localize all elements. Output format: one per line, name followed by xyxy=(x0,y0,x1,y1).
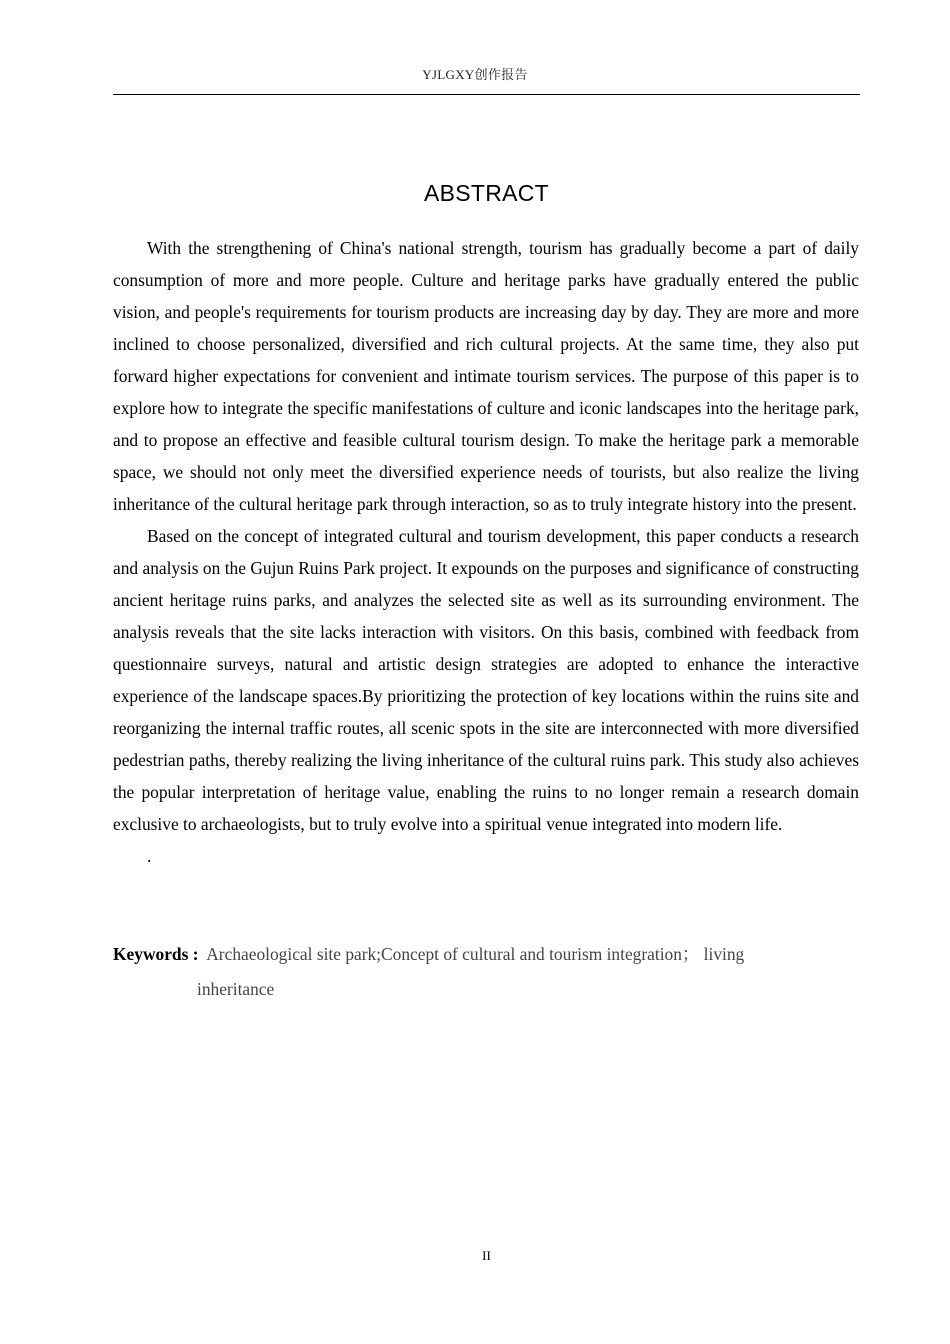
abstract-paragraph-1: With the strengthening of China's national strength, tourism has gradually become a part of daily consumption of more and more people. Culture and heritage parks have gradually entered the public vision, and people's requirements for tourism products are increasing day by day. They are more and more inclined to choose personalized, diversified and rich cultural projects. At the same time, they also put forward higher expectations for convenient and intimate tourism services. The purpose of this paper is to explore how to integrate the specific manifestations of culture and iconic landscapes into the heritage park, and to propose an effective and feasible cultural tourism design. To make the heritage park a memorable space, we should not only meet the diversified experience needs of tourists, but also realize the living inheritance of the cultural heritage park through interaction, so as to truly integrate history into the present. xyxy=(113,238,859,514)
trailing-period: . xyxy=(147,846,152,866)
abstract-paragraph-2: Based on the concept of integrated cultural and tourism development, this paper conducts a research and analysis on the Gujun Ruins Park project. It expounds on the purposes and significance of constructing ancient heritage ruins parks, and analyzes the selected site as well as its surrounding environment. The analysis reveals that the site lacks interaction with visitors. On this basis, combined with feedback from questionnaire surveys, natural and artistic design strategies are adopted to enhance the interactive experience of the landscape spaces.By prioritizing the protection of key locations within the ruins site and reorganizing the internal traffic routes, all scenic spots in the site are interconnected with more diversified pedestrian paths, thereby realizing the living inheritance of the cultural ruins park. This study also achieves the popular interpretation of heritage value, enabling the ruins to no longer remain a research domain exclusive to archaeologists, but to truly evolve into a spiritual venue integrated into modern life. xyxy=(113,526,859,834)
keywords-label: Keywords : xyxy=(113,944,199,964)
keywords-section xyxy=(113,937,813,1007)
page-number: II xyxy=(482,1248,491,1263)
header-divider xyxy=(113,94,860,95)
keywords-text: Archaeological site park;Concept of cultural and tourism integration； living xyxy=(206,944,745,964)
abstract-title: ABSTRACT xyxy=(423,180,550,206)
keywords-line-2: inheritance xyxy=(197,979,275,999)
running-header: YJLGXY创作报告 xyxy=(422,67,528,82)
keywords-line-1 xyxy=(113,937,813,972)
abstract-body xyxy=(113,232,859,872)
